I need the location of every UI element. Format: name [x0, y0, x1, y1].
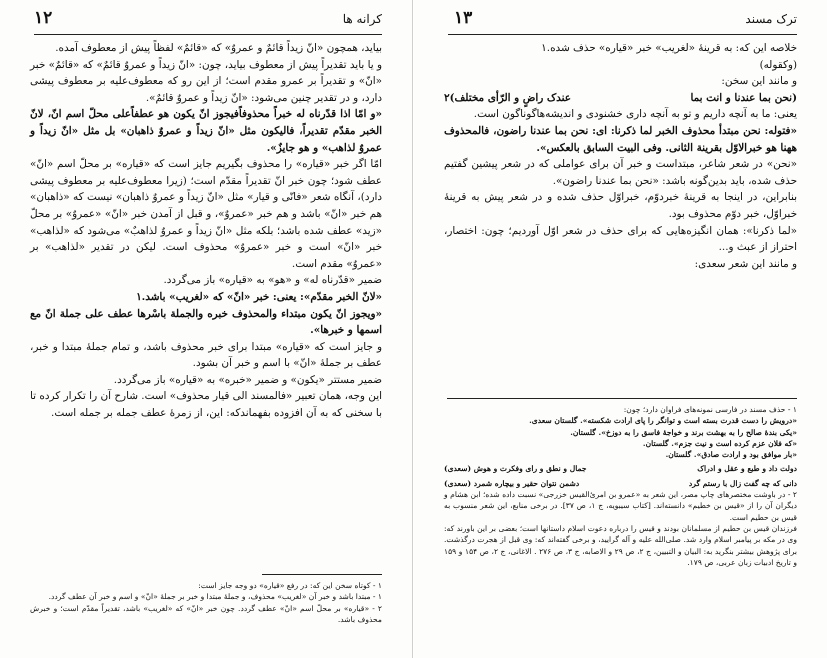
verse-hemistich: عندک راضٍ و الرّأی مختلف)۲ — [444, 91, 571, 104]
right-header-title: ترک مسند — [745, 12, 797, 26]
footnote-divider — [262, 574, 382, 575]
paragraph: این وجه، همان تعبیر «فالمسند الی قیار محذوف» است. شارح آن را تکرار کرده تا با سخنی که به آن افزوده بفهماندکه: این، از زمرهٔ عطف جمله بر جمله است. — [30, 390, 382, 420]
footnote: فرزندان قیس بن حطیم از مسلمانان بودند و قیس را درباره دعوت اسلام داستانها است؛ بعضی بر این باورند که: وی در مکه بر پیامبر اسلام وارد شد. صلی‌الله علیه و آله گرایید، و برخی گفته‌اند که: وی قبل از هجرت درگذشت. برای پژوهش بیشتر بنگرید به: البیان و التبیین، ج ۲، ص ۲۹ و الاصابه، ج ۳، ص ۲۷۶ . الاغانی، ج ۲، ص ۱۵۴ و ۱۵۹ و تاریخ ادبیات زبان عربی، ص ۱۷۹. — [444, 523, 798, 567]
paragraph: یعنی: ما به آنچه داریم و تو به آنچه داری خشنودی و اندیشه‌هاگوناگون است. — [473, 108, 797, 121]
footnote: «بار موافق بود و ارادت صادق». گلستان. — [665, 450, 797, 460]
verse-hemistich: دانی که چه گفت زال با رستم گرد — [688, 478, 797, 488]
left-footnotes — [30, 580, 382, 625]
paragraph: ضمیر «قدّرناه له» و «هو» به «قیاره» باز می‌گردد. — [163, 274, 382, 287]
footnote: ۲ - در باوشت مختصرهای چاپ مصر، این شعر به «عمرو بن امرئ‌القیس خزرجی» نسبت داده شده؛ ابن هشام و دیگران آن را از «قیس بن خطیم» دانسته‌اند. [کتاب سیبویه، ج ۱، ص ۳۷]. در برخی منابع، این شعر منسوب به قیس بن حطیم است. — [444, 490, 797, 522]
left-header-title: کرانه ها — [342, 12, 382, 26]
footnote: ۲ - «قیاره» بر محلّ اسم «انّ» عطف گردد. چون خبر «انّ» که «لغریب» باشد، تقدیراً مقدّم است؛ و خبرش محذوف باشد. — [30, 603, 382, 624]
arabic-quote: «لانّ الخبر مقدّم»: یعنی: خبر «انّ» که «لغریب» باشد.۱ — [136, 290, 382, 303]
right-page-number: ۱۳ — [454, 8, 473, 28]
left-page-body — [30, 40, 382, 422]
right-page-body — [444, 40, 797, 272]
footnote: «که فلان عزم کرده است و نیت جزم». گلستان. — [642, 438, 797, 448]
right-page — [414, 0, 827, 658]
verse-hemistich: دولت داد و طبع و عقل و ادراک — [697, 464, 797, 474]
left-page-number: ۱۲ — [34, 8, 53, 28]
paragraph: «لما ذکرنا»: همان انگیزه‌هایی که برای حذف در شعر اوّل آوردیم؛ چون: اختصار، احتراز از عبث و... — [444, 224, 797, 254]
paragraph: خلاصه این که: به قرینهٔ «لغریب» خبر «قیاره» حذف شده.۱ — [541, 42, 797, 54]
paragraph: بنابراین، در اینجا به قرینهٔ خبردوّم، خبراوّل حذف شده و در شعر پیش به قرینهٔ خبراوّل، خبر دوّم محذوف بود. — [444, 191, 797, 220]
verse-hemistich: دشمن نتوان حقیر و بیچاره شمرد (سعدی) — [444, 478, 580, 488]
paragraph: و مانند این سخن: — [721, 75, 797, 88]
verse-hemistich: (نحن بما عندنا و انت بما — [690, 91, 797, 104]
verse-quote — [444, 90, 797, 107]
footnote: ۱ - مبتدا باشد و خبر آن «لغریب» محذوف، و جملهٔ مبتدا و خبر بر جملهٔ «انّ» و اسم و خبر آن عطف گردد. — [48, 592, 382, 602]
paragraph: ضمیر مستتر «یکون» و ضمیر «خبره» به «قیاره» باز می‌گردد. — [113, 373, 382, 386]
paragraph: بیاید، همچون «انّ زیداً قائمٌ و عمروٌ» که «قائمٌ» لفظاً پیش از معطوف آمده. — [55, 42, 382, 54]
right-page-header — [448, 8, 797, 35]
left-page-header — [34, 8, 382, 35]
arabic-quote: «فتوله: نحن مبتدأ محذوف الخبر لما ذکرنا: ای: نحن بما عندنا راضون، فالمحذوف ههنا هو خبرالاوّل بقرینة الثانی. وفی البیت السابق بالعکس». — [444, 124, 797, 154]
footnote: ۱ - کوتاه سخن این که: در رفع «قیاره» دو وجه جایز است: — [198, 581, 382, 590]
paragraph: (وکقوله) — [759, 58, 797, 71]
right-footnotes — [444, 404, 797, 568]
left-page — [0, 0, 413, 658]
footnote: ۱ - حذف مسند در فارسی نمونه‌های فراوان دارد؛ چون: — [623, 405, 797, 414]
arabic-quote: «ویجوز انّ یکون مبتداء والمحذوف خبره والجملة باسْرها عطف علی جملة انّ مع اسمها و خبرها». — [30, 307, 382, 337]
paragraph: «نحن» در شعر شاعر، مبتداست و خبر آن برای عواملی که در شعر پیشین گفتیم حذف شده، باید بدین‌گونه باشد: «نحن بما عندنا راضون». — [444, 158, 797, 187]
footnote: «یکی بندهٔ صالح را به بهشت برند و خواجهٔ فاسق را به دوزخ». گلستان. — [570, 427, 797, 437]
paragraph: و یا باید تقدیراً پیش از معطوف بیاید، چون: «انّ زیداً و عمروٌ قائمٌ» که «قائمٌ» خبر «انّ» و تقدیراً بر عمرو مقدم است؛ از این رو که معطوف‌علیه بر معطوف پیشی دارد، و در تقدیر چنین می‌شود: «انّ زیداً و عمروٌ قائمٌ». — [30, 58, 382, 104]
footnote-divider — [447, 398, 797, 399]
footnote-verse — [444, 478, 797, 489]
verse-hemistich: جمال و نطق و رای وفکرت و هوش (سعدی) — [444, 464, 587, 474]
paragraph: و مانند این شعر سعدی: — [694, 257, 797, 270]
footnote: «درویش را دست قدرت بسته است و توانگر را پای ارادت شکسته». گلستان سعدی. — [529, 416, 797, 426]
arabic-quote: «و امّا اذا قدّرناه له خبراً محذوفاًفیجوز انّ یکون هو عطفاًعلی محلّ اسم انّ، لانّ الخبر مقدّم تقدیراً، فالیکون مثل «انّ زیداً و عمروٌ ذاهبان» بل مثل «انّ زیداً و عمروٌ لذاهب» و هو جایزٌ». — [30, 108, 382, 154]
footnote-verse — [444, 463, 797, 474]
paragraph: و جایز است که «قیاره» مبتدا برای خبر محذوف باشد، و تمام جملهٔ مبتدا و خبر، عطف بر جملهٔ «انّ» با اسم و خبر آن بشود. — [30, 340, 382, 370]
paragraph: امّا اگر خبر «قیاره» را محذوف بگیریم جایز است که «قیاره» بر محلّ اسم «انّ» عطف شود؛ چون خبر انّ تقدیراً مقدّم است؛ (زیرا معطوف‌علیه بر معطوف پیشی دارد)، آنگاه شعر «فانّی و قیار» مثل «انّ زیداً و عمروٌ ذاهبان» نیست که «ذاهبان» هم خبر «انّ» باشد و هم خبر «عمروٌ»، و قبل از آمدن خبر «انّ» «عمروٌ» بر محلّ «زید» عطف شده باشد؛ بلکه مثل «انّ زیداً و عمروٌ لذاهبٌ» می‌شود که «لذاهب» خبر «انّ» است و خبر «عمروٌ» محذوف است. لیکن در تقدیر «لذاهب» بر «عمروٌ» مقدم است. — [30, 158, 382, 270]
